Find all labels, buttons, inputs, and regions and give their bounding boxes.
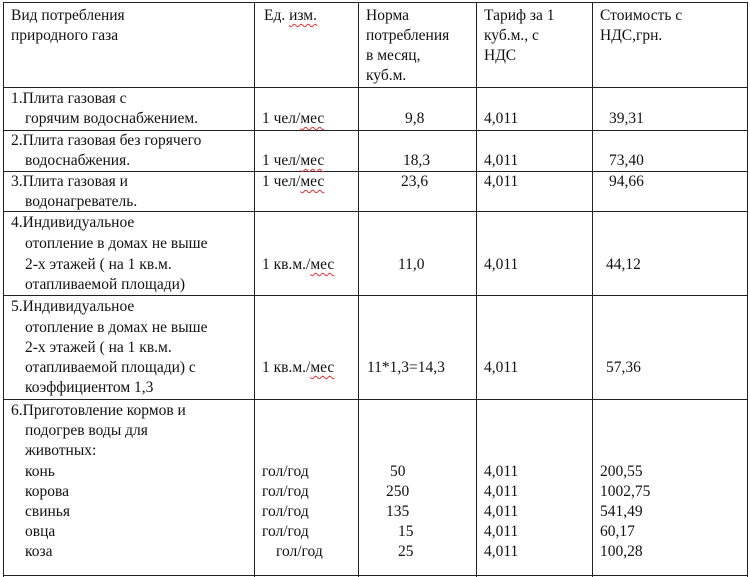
- header-norm: Норма: [366, 7, 410, 24]
- row-norm: 11,0: [398, 256, 425, 273]
- row-description: 5.Индивидуальное: [11, 298, 135, 315]
- animal-unit: гол/год: [262, 483, 309, 500]
- animal-norm: 15: [398, 523, 414, 540]
- header-cost: НДС,грн.: [600, 27, 663, 44]
- header-cost: Стоимость с: [600, 7, 683, 24]
- animal-tariff: 4,011: [484, 483, 519, 500]
- animal-tariff: 4,011: [484, 523, 519, 540]
- row-description: 2.Плита газовая без горячего: [11, 132, 202, 149]
- header-tariff: Тариф за 1: [484, 7, 555, 24]
- row-description: 3.Плита газовая и: [11, 173, 128, 190]
- row-description: горячим водоснабжением.: [25, 110, 199, 127]
- header-tariff: НДС: [484, 47, 517, 64]
- header-tariff: куб.м., с: [484, 27, 539, 44]
- row-description: отапливаемой площади): [25, 276, 186, 293]
- row-cost: 44,12: [606, 256, 641, 273]
- table-border-right: [747, 2, 748, 577]
- row-description: водонагреватель.: [25, 193, 138, 210]
- row-description: 2-х этажей ( на 1 кв.м.: [25, 339, 172, 356]
- animal-norm: 250: [386, 483, 410, 500]
- column-divider: [358, 2, 359, 577]
- row-norm: 18,3: [403, 152, 431, 169]
- row-description: 6.Приготовление кормов и: [11, 402, 186, 419]
- column-divider: [592, 2, 593, 577]
- animal-unit: гол/год: [262, 463, 309, 480]
- animal-unit: гол/год: [276, 543, 323, 560]
- row-description: отопление в домах не выше: [25, 235, 208, 252]
- header-unit: Ед. изм.: [264, 7, 317, 24]
- row-norm: 23,6: [401, 173, 429, 190]
- table-border-bottom: [3, 575, 748, 576]
- animal-unit: гол/год: [262, 503, 309, 520]
- animal-cost: 100,28: [600, 543, 643, 560]
- row-description: животных:: [25, 442, 97, 459]
- animal-name: корова: [25, 483, 69, 500]
- row-norm: 9,8: [405, 110, 425, 127]
- row-divider: [3, 399, 748, 400]
- column-divider: [254, 2, 255, 577]
- row-description: отопление в домах не выше: [25, 319, 208, 336]
- row-norm: 11*1,3=14,3: [367, 359, 445, 376]
- row-tariff: 4,011: [484, 173, 519, 190]
- row-description: 1.Плита газовая с: [11, 90, 127, 107]
- animal-name: конь: [25, 463, 55, 480]
- row-divider: [3, 87, 748, 88]
- row-description: подогрев воды для: [25, 422, 148, 439]
- header-norm: в месяц,: [366, 47, 421, 64]
- animal-norm: 50: [390, 463, 406, 480]
- animal-tariff: 4,011: [484, 463, 519, 480]
- animal-cost: 1002,75: [600, 483, 651, 500]
- row-tariff: 4,011: [484, 359, 519, 376]
- animal-name: свинья: [25, 503, 70, 520]
- row-cost: 73,40: [609, 152, 644, 169]
- header-type: природного газа: [11, 27, 119, 44]
- header-norm: куб.м.: [366, 67, 407, 84]
- row-tariff: 4,011: [484, 110, 519, 127]
- animal-norm: 25: [398, 543, 414, 560]
- header-type: Вид потребления: [11, 7, 125, 24]
- animal-tariff: 4,011: [484, 543, 519, 560]
- column-divider: [476, 2, 477, 577]
- table-border-left: [3, 2, 4, 577]
- animal-cost: 200,55: [600, 463, 643, 480]
- row-tariff: 4,011: [484, 256, 519, 273]
- animal-tariff: 4,011: [484, 503, 519, 520]
- row-unit: 1 чел/мес: [262, 173, 325, 190]
- row-description: водоснабжения.: [25, 152, 131, 169]
- row-description: 4.Индивидуальное: [11, 214, 135, 231]
- row-description: коэффициентом 1,3: [25, 379, 154, 396]
- row-cost: 57,36: [606, 359, 641, 376]
- header-norm: потребления: [366, 27, 450, 44]
- row-tariff: 4,011: [484, 152, 519, 169]
- row-description: 2-х этажей ( на 1 кв.м.: [25, 256, 172, 273]
- animal-unit: гол/год: [262, 523, 309, 540]
- row-unit: 1 чел/мес: [262, 152, 325, 169]
- table-border-top: [3, 2, 748, 3]
- animal-cost: 541,49: [600, 503, 643, 520]
- row-cost: 39,31: [609, 110, 644, 127]
- row-unit: 1 чел/мес: [262, 110, 325, 127]
- animal-norm: 135: [386, 503, 410, 520]
- row-cost: 94,66: [609, 173, 644, 190]
- row-divider: [3, 295, 748, 296]
- row-description: отапливаемой площади) с: [25, 359, 196, 376]
- animal-cost: 60,17: [600, 523, 635, 540]
- animal-name: коза: [25, 543, 53, 560]
- animal-name: овца: [25, 523, 56, 540]
- row-unit: 1 кв.м./мес: [262, 256, 335, 273]
- row-unit: 1 кв.м./мес: [262, 359, 335, 376]
